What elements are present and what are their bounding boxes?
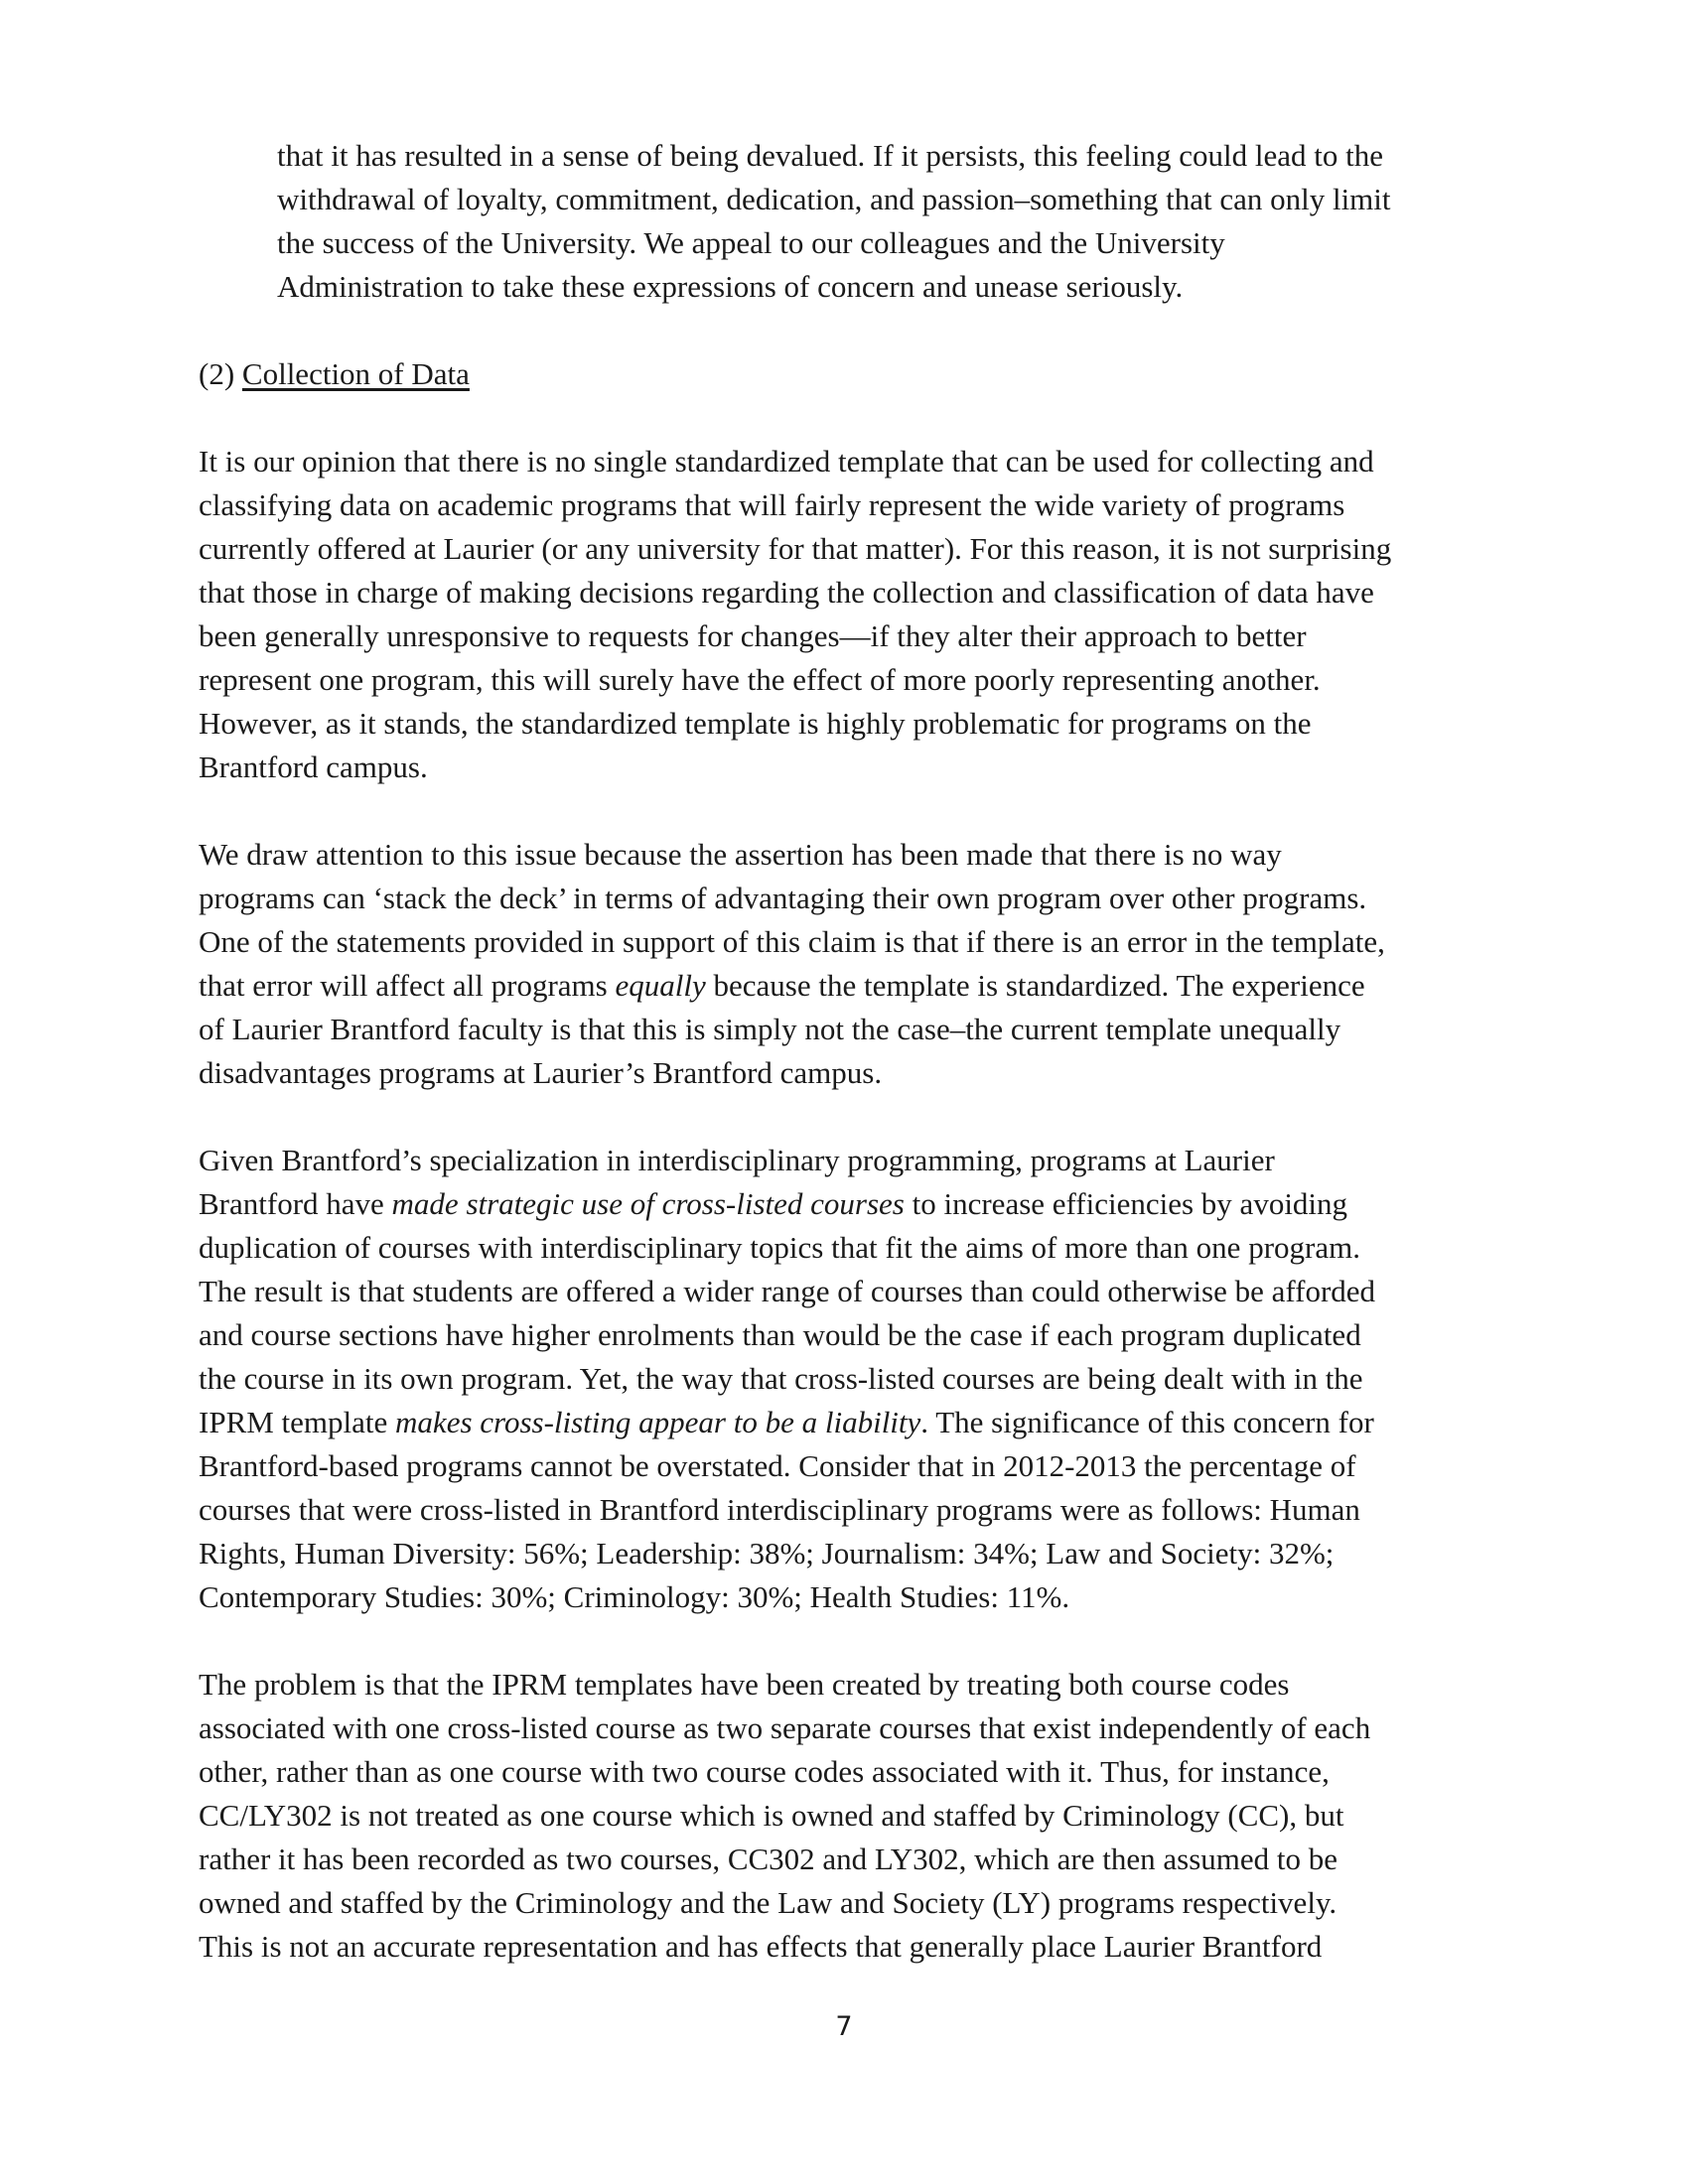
emphasis-text: equally	[615, 968, 706, 1003]
text-run: . The significance of this concern for	[920, 1405, 1374, 1439]
paragraph-line: programs can ‘stack the deck’ in terms of advantaging their own program over other programs.	[199, 881, 1367, 915]
text-run: that error will affect all programs	[199, 968, 616, 1003]
paragraph-line: The result is that students are offered a wider range of courses than could otherwise be afforded	[199, 1274, 1376, 1308]
section-heading	[199, 352, 470, 396]
paragraph-line: associated with one cross-listed course as two separate courses that exist independently of each	[199, 1710, 1371, 1745]
paragraph-line: rather it has been recorded as two courses, CC302 and LY302, which are then assumed to be	[199, 1842, 1337, 1876]
paragraph-line	[199, 1401, 1374, 1444]
paragraph-line: the course in its own program. Yet, the way that cross-listed courses are being dealt with in the	[199, 1361, 1363, 1396]
page-number: 7	[835, 2011, 853, 2042]
text-run: Brantford have	[199, 1186, 392, 1221]
paragraph-line: Brantford campus.	[199, 750, 428, 784]
section-title: Collection of Data	[241, 356, 470, 391]
paragraph-line: disadvantages programs at Laurier’s Brantford campus.	[199, 1055, 883, 1090]
paragraph-line: other, rather than as one course with two course codes associated with it. Thus, for instance,	[199, 1754, 1330, 1789]
paragraph-line: and course sections have higher enrolments than would be the case if each program duplicated	[199, 1317, 1361, 1352]
paragraph-line: CC/LY302 is not treated as one course which is owned and staffed by Criminology (CC), but	[199, 1798, 1344, 1833]
continuation-line: that it has resulted in a sense of being devalued. If it persists, this feeling could lead to the	[277, 138, 1383, 173]
continuation-line: Administration to take these expressions of concern and unease seriously.	[277, 269, 1184, 304]
section-number: (2)	[199, 356, 235, 391]
text-run: IPRM template	[199, 1405, 396, 1439]
paragraph-line: Brantford-based programs cannot be overstated. Consider that in 2012-2013 the percentage of	[199, 1448, 1356, 1483]
paragraph-line: Contemporary Studies: 30%; Criminology: 30%; Health Studies: 11%.	[199, 1579, 1070, 1614]
text-run: to increase efficiencies by avoiding	[904, 1186, 1348, 1221]
text-run: because the template is standardized. The experience	[705, 968, 1365, 1003]
paragraph-line: classifying data on academic programs that will fairly represent the wide variety of programs	[199, 487, 1345, 522]
continuation-line: the success of the University. We appeal to our colleagues and the University	[277, 225, 1225, 260]
paragraph-line: owned and staffed by the Criminology and the Law and Society (LY) programs respectively.	[199, 1885, 1337, 1920]
paragraph-line	[199, 1182, 1347, 1226]
paragraph-line: However, as it stands, the standardized template is highly problematic for programs on the	[199, 706, 1312, 741]
emphasis-text: makes cross-listing appear to be a liability	[395, 1405, 921, 1439]
paragraph-line: We draw attention to this issue because the assertion has been made that there is no way	[199, 837, 1282, 872]
paragraph-line: Given Brantford’s specialization in interdisciplinary programming, programs at Laurier	[199, 1143, 1275, 1177]
emphasis-text: made strategic use of cross-listed courses	[391, 1186, 905, 1221]
paragraph-line: represent one program, this will surely have the effect of more poorly representing another.	[199, 662, 1321, 697]
paragraph-line: One of the statements provided in support of this claim is that if there is an error in the template,	[199, 924, 1385, 959]
paragraph-line: been generally unresponsive to requests for changes—if they alter their approach to better	[199, 618, 1307, 653]
paragraph-line: that those in charge of making decisions regarding the collection and classification of data have	[199, 575, 1374, 610]
paragraph-line: of Laurier Brantford faculty is that this is simply not the case–the current template unequally	[199, 1012, 1341, 1046]
paragraph-line: This is not an accurate representation and has effects that generally place Laurier Brantford	[199, 1929, 1323, 1964]
paragraph-line: It is our opinion that there is no single standardized template that can be used for collecting and	[199, 444, 1374, 478]
paragraph-line: The problem is that the IPRM templates have been created by treating both course codes	[199, 1667, 1290, 1702]
paragraph-line: currently offered at Laurier (or any university for that matter). For this reason, it is not surprising	[199, 531, 1392, 566]
paragraph-line: Rights, Human Diversity: 56%; Leadership: 38%; Journalism: 34%; Law and Society: 32%;	[199, 1536, 1335, 1570]
paragraph-line: duplication of courses with interdisciplinary topics that fit the aims of more than one program.	[199, 1230, 1360, 1265]
paragraph-line	[199, 964, 1365, 1008]
continuation-line: withdrawal of loyalty, commitment, dedication, and passion–something that can only limit	[277, 182, 1391, 216]
paragraph-line: courses that were cross-listed in Brantford interdisciplinary programs were as follows: Human	[199, 1492, 1360, 1527]
